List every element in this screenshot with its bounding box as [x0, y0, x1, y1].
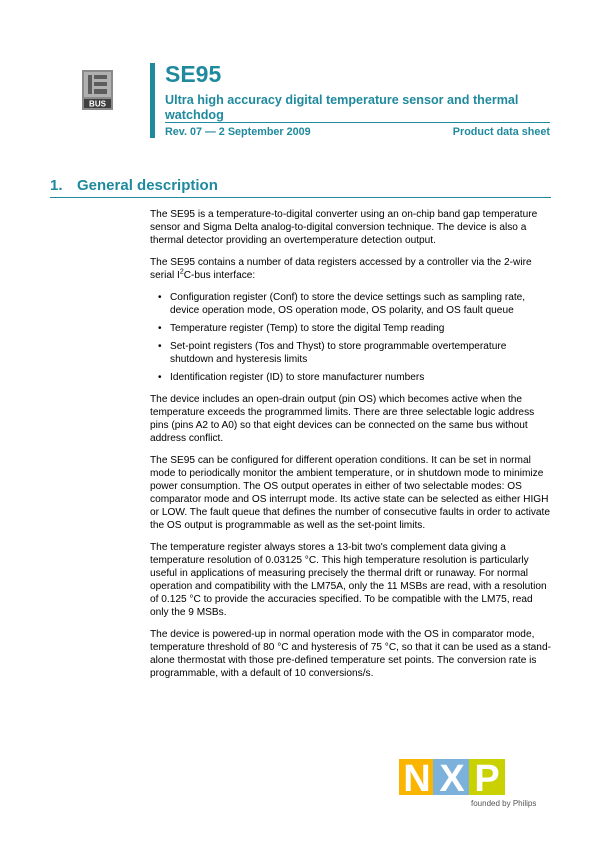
paragraph: The device includes an open-drain output (pin OS) which becomes active when the temperature exceeds the programmed limits. There are three selectable logic address pins (pins A2 to A0) so that eight devices can be connected on the same bus without address conflict.: [150, 394, 535, 444]
list-item: • Configuration register (Conf) to store the device settings such as sampling rate, device operation mode, OS operation mode, OS polarity, and OS fault queue: [150, 291, 551, 317]
i2c-bus-logo: [82, 70, 113, 110]
page-subtitle: Ultra high accuracy digital temperature sensor and thermal watchdog: [165, 93, 519, 122]
svg-text:N: N: [403, 758, 431, 800]
section-title: General description: [77, 177, 218, 194]
paragraph: The temperature register always stores a 13-bit two's complement data giving a temperature resolution of 0.03125 °C. This high temperature resolution is particularly useful in applications of measuring precisely the thermal drift or runaway. For normal operation and compatibility with the LM75A, only the 11 MSBs are read, with a resolution of 0.125 °C to provide the accuracies specified. To be compatible with the LM75, read only the 9 MSBs.: [150, 542, 547, 618]
page-title: SE95: [165, 61, 222, 87]
logo-badge-text: BUS: [89, 99, 106, 109]
document-type: Product data sheet: [452, 126, 550, 138]
paragraph-text: The SE95 contains a number of data registers accessed by a controller via the 2-wire serial I: [150, 257, 532, 281]
paragraph: The device is powered-up in normal operation mode with the OS in comparator mode, temperature threshold of 80 °C and hysteresis of 75 °C, so that it can be used as a stand-alone thermostat with those pre-defined temperature set points. The conversion rate is programmable, with a default of 10 conversions/s.: [150, 629, 551, 679]
revision-date: Rev. 07 — 2 September 2009: [165, 126, 311, 138]
svg-text:P: P: [474, 758, 500, 800]
svg-text:X: X: [439, 758, 465, 800]
list-item: • Set-point registers (Tos and Thyst) to store programmable overtemperature shutdown and hysteresis limits: [150, 340, 551, 366]
paragraph: The SE95 is a temperature-to-digital converter using an on-chip band gap temperature sensor and Sigma Delta analog-to-digital conversion technique. The device is also a thermal detector providing an overtemperature detection output.: [150, 209, 538, 246]
header-divider: [165, 122, 550, 123]
paragraph-text: C-bus interface:: [183, 270, 256, 281]
paragraph: [150, 256, 551, 282]
superscript: 2: [179, 268, 184, 276]
register-list: [150, 291, 551, 384]
list-item: • Identification register (ID) to store manufacturer numbers: [150, 371, 551, 384]
body-text: [150, 208, 551, 689]
title-accent-bar: [150, 63, 155, 138]
section-divider: [50, 197, 551, 198]
list-item: • Temperature register (Temp) to store the digital Temp reading: [150, 322, 551, 335]
section-number: 1.: [50, 177, 63, 194]
nxp-tagline: founded by Philips: [471, 799, 537, 808]
paragraph: The SE95 can be configured for different operation conditions. It can be set in normal mode to periodically monitor the ambient temperature, or in shutdown mode to minimize power consumption. The OS output operates in either of two selectable modes: OS comparator mode and OS interrupt mode. Its active state can be selected as either HIGH or LOW. The fault queue that defines the number of consecutive faults in order to activate the OS output is programmable as well as the set-point limits.: [150, 455, 550, 531]
nxp-logo: [399, 758, 551, 808]
